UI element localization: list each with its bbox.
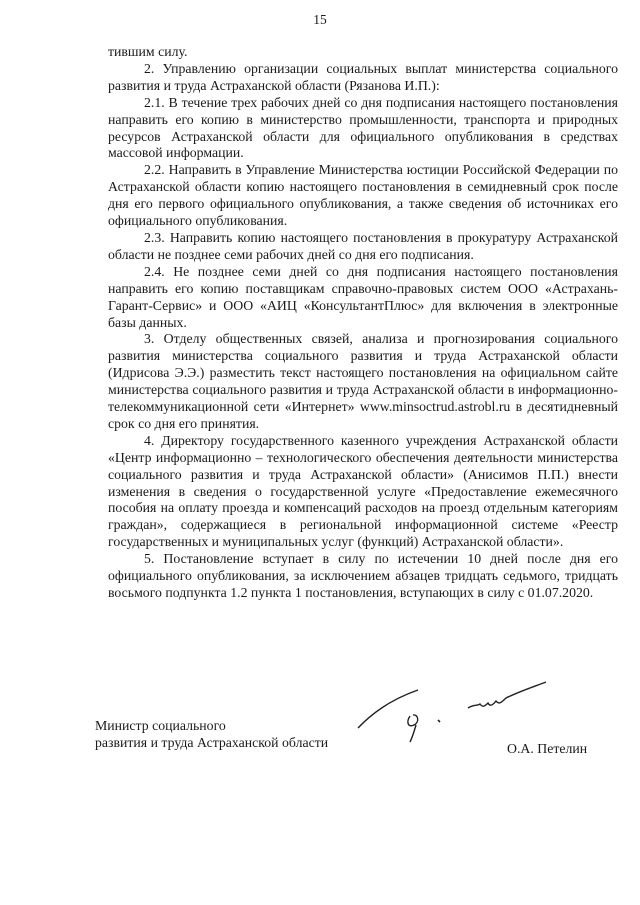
paragraph-4: 4. Директору государственного казенного учреждения Астраханской области «Центр информационно – технологического обеспечения деятельности министерства социального развития и труда Астраханской области» (Анисимов П.П.) внести изменения в сведения о государственной услуге «Предоставление ежемесячного пособия на оплату проезда и компенсаций расходов на проезд отдельным категориям граждан», содержащиеся в региональной информационной системе «Реестр государственных и муниципальных услуг (функций) Астраханской области».	[108, 432, 618, 550]
paragraph-2-4: 2.4. Не позднее семи дней со дня подписания настоящего постановления направить его копию поставщикам справочно-правовых систем ООО «Астрахань-Гарант-Сервис» и ООО «АИЦ «КонсультантПлюс» для включения в электронные базы данных.	[108, 263, 618, 330]
paragraph-2-3: 2.3. Направить копию настоящего постановления в прокуратуру Астраханской области не позднее семи рабочих дней со дня его подписания.	[108, 229, 618, 262]
signature-block	[95, 717, 625, 757]
paragraph-2-2: 2.2. Направить в Управление Министерства юстиции Российской Федерации по Астраханской области копию настоящего постановления в семидневный срок после дня его первого официального опубликования, а также сведения об источниках его официального опубликования.	[108, 162, 618, 229]
document-body	[108, 44, 618, 602]
paragraph-2: 2. Управлению организации социальных выплат министерства социального развития и труда Астраханской области (Рязанова И.П.):	[108, 60, 618, 93]
signatory-name: О.А. Петелин	[507, 741, 588, 756]
signatory-title-line-1: Министр социального	[95, 718, 226, 733]
paragraph-continuation: тившим силу.	[108, 44, 188, 59]
paragraph-2-1: 2.1. В течение трех рабочих дней со дня подписания настоящего постановления направить его копию в министерство промышленности, транспорта и природных ресурсов Астраханской области для официального опубликования в средствах массовой информации.	[108, 94, 618, 161]
signatory-title-line-2: развития и труда Астраханской области	[95, 735, 329, 750]
page-number: 15	[313, 12, 327, 27]
paragraph-3: 3. Отделу общественных связей, анализа и прогнозирования социального развития министерства социального развития и труда Астраханской области (Идрисова Э.Э.) разместить текст настоящего постановления на официальном сайте министерства социального развития и труда Астраханской области в информационно-телекоммуникационной сети «Интернет» www.minsoctrud.astrobl.ru в десятидневный срок со дня его принятия.	[108, 331, 618, 431]
paragraph-5: 5. Постановление вступает в силу по истечении 10 дней после дня его официального опубликования, за исключением абзацев тридцать седьмого, тридцать восьмого подпункта 1.2 пункта 1 постановления, вступающих в силу с 01.07.2020.	[108, 551, 618, 600]
